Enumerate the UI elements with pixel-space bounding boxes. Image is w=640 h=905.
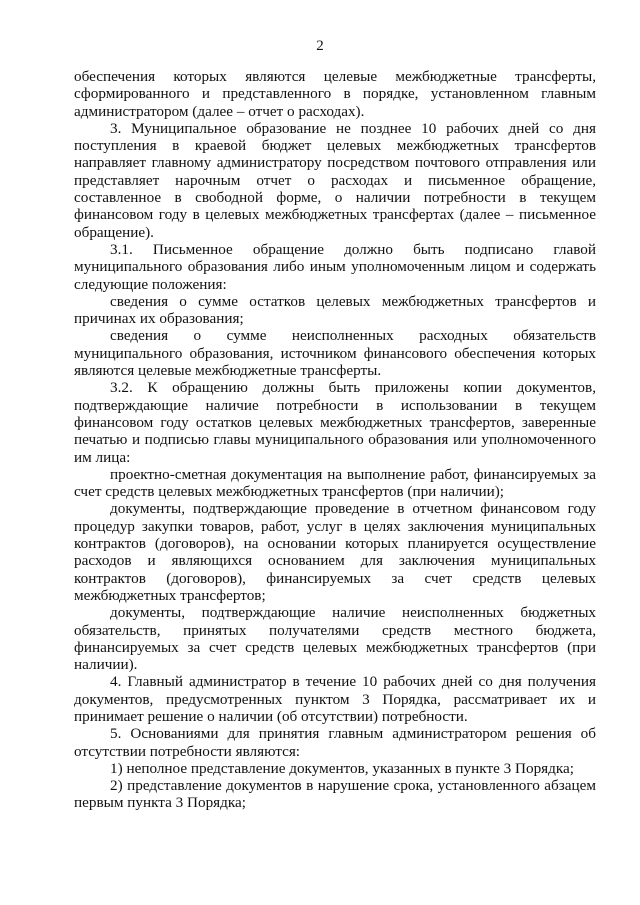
paragraph-item-5-1: 1) неполное представление документов, указанных в пункте 3 Порядка; xyxy=(110,759,575,777)
document-body xyxy=(74,68,596,812)
paragraph-item-3: 3. Муниципальное образование не позднее 10 рабочих дней со дня поступления в краевой бюджет целевых межбюджетных трансфертов направляет главному администратору посредством почтового отправления или представляет нарочным отчет о расходах и письменное обращение, составленное в свободной форме, о наличии потребности в текущем финансовом году в целевых межбюджетных трансфертах (далее – письменное обращение). xyxy=(74,119,596,241)
paragraph-item-5-2: 2) представление документов в нарушение срока, установленного абзацем первым пункта 3 Порядка; xyxy=(74,777,596,812)
paragraph-procurement-docs: документы, подтверждающие проведение в отчетном финансовом году процедур закупки товаров, работ, услуг в целях заключения муниципальных контрактов (договоров), на основании которых планируется осуществление расходов и являющихся основанием для заключения муниципальных контрактов (договоров), финансируемых за счет средств целевых межбюджетных трансфертов; xyxy=(74,500,596,604)
paragraph-item-3-2: 3.2. К обращению должны быть приложены копии документов, подтверждающие наличие потребности в использовании в текущем финансовом году остатков целевых межбюджетных трансфертов, заверенные печатью и подписью главы муниципального образования или уполномоченного им лица: xyxy=(74,379,596,466)
paragraph-item-4: 4. Главный администратор в течение 10 рабочих дней со дня получения документов, предусмотренных пунктом 3 Порядка, рассматривает их и принимает решение о наличии (об отсутствии) потребности. xyxy=(74,673,596,725)
paragraph-obligations-info: сведения о сумме неисполненных расходных обязательств муниципального образования, источником финансового обеспечения которых являются целевые межбюджетные трансферты. xyxy=(74,327,596,380)
paragraph-item-3-1: 3.1. Письменное обращение должно быть подписано главой муниципального образования либо иным уполномоченным лицом и содержать следующие положения: xyxy=(74,240,596,293)
paragraph-balance-info: сведения о сумме остатков целевых межбюджетных трансфертов и причинах их образования; xyxy=(74,292,596,328)
paragraph-continuation: обеспечения которых являются целевые межбюджетные трансферты, сформированного и представленного в порядке, установленном главным администратором (далее – отчет о расходах). xyxy=(74,68,596,120)
page-number: 2 xyxy=(316,38,324,54)
paragraph-design-docs: проектно-сметная документация на выполнение работ, финансируемых за счет средств целевых межбюджетных трансфертов (при наличии); xyxy=(74,465,596,501)
paragraph-budget-obligations-docs: документы, подтверждающие наличие неисполненных бюджетных обязательств, принятых получателями средств местного бюджета, финансируемых за счет средств целевых межбюджетных трансфертов (при наличии). xyxy=(74,604,596,674)
paragraph-item-5: 5. Основаниями для принятия главным администратором решения об отсутствии потребности являются: xyxy=(74,725,596,760)
